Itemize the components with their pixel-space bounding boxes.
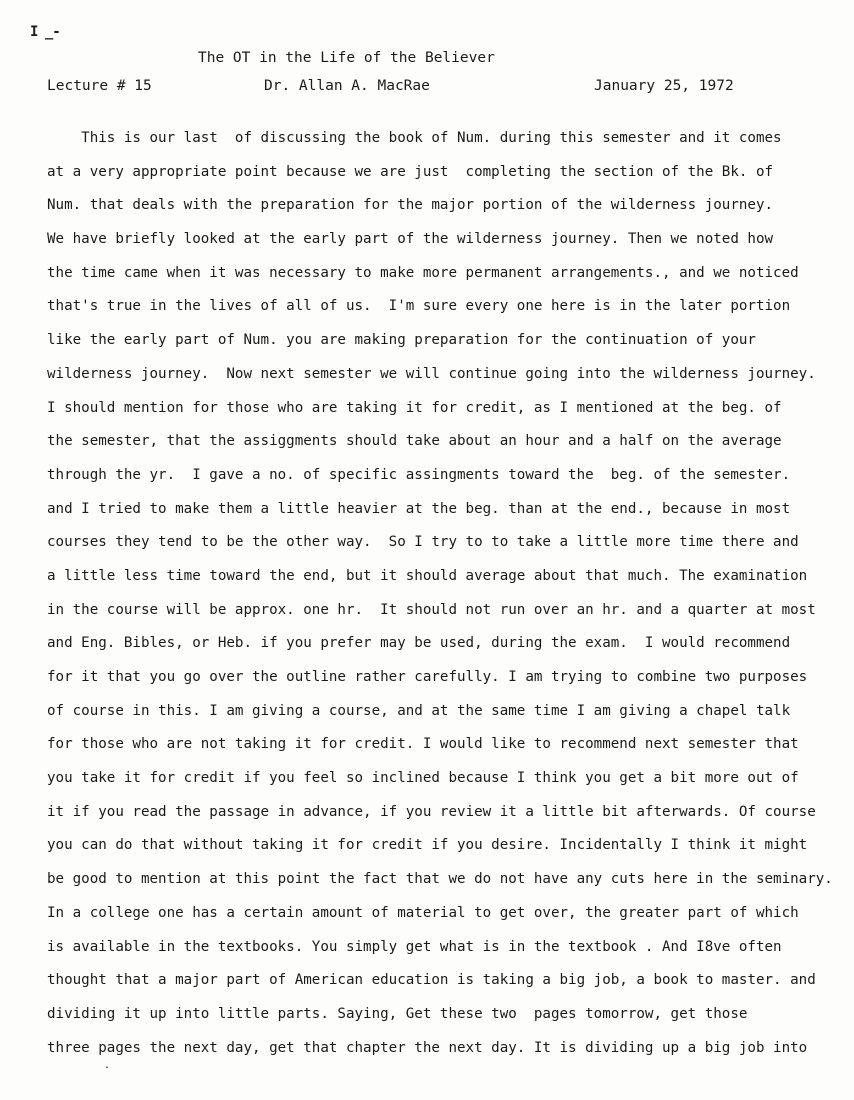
text-line: I should mention for those who are taking it for credit, as I mentioned at the beg. of <box>47 399 782 416</box>
text-line: three pages the next day, get that chapter the next day. It is dividing up a big job into <box>47 1039 808 1056</box>
text-line: for it that you go over the outline rather carefully. I am trying to combine two purposes <box>47 669 808 685</box>
text-line: the time came when it was necessary to make more permanent arrangements., and we noticed <box>47 264 799 281</box>
text-line: courses they tend to be the other way. So I try to to take a little more time there and <box>47 534 799 551</box>
text-line: for those who are not taking it for credit. I would like to recommend next semester that <box>47 736 799 753</box>
text-line: you can do that without taking it for credit if you desire. Incidentally I think it might <box>47 837 808 854</box>
document-title: The OT in the Life of the Believer <box>198 50 495 66</box>
text-line: and I tried to make them a little heavier at the beg. than at the end., because in most <box>47 500 791 517</box>
text-line: the semester, that the assiggments should take about an hour and a half on the average <box>47 433 782 450</box>
text-line: it if you read the passage in advance, if you review it a little bit afterwards. Of course <box>47 803 816 820</box>
text-line: a little less time toward the end, but it should average about that much. The examination <box>47 567 808 584</box>
document-header <box>0 78 854 98</box>
text-line: and Eng. Bibles, or Heb. if you prefer may be used, during the exam. I would recommend <box>47 635 791 652</box>
text-line: wilderness journey. Now next semester we will continue going into the wilderness journey. <box>47 365 816 382</box>
text-line: that's true in the lives of all of us. I'm sure every one here is in the later portion <box>47 298 791 315</box>
date: January 25, 1972 <box>594 78 734 94</box>
text-line: be good to mention at this point the fact that we do not have any cuts here in the seminary. <box>47 871 833 888</box>
text-line: is available in the textbooks. You simply get what is in the textbook . And I8ve often <box>47 938 782 955</box>
bottom-mark: . <box>104 1060 111 1071</box>
text-line: We have briefly looked at the early part of the wilderness journey. Then we noted how <box>47 231 774 248</box>
text-line: Num. that deals with the preparation for the major portion of the wilderness journey. <box>47 197 774 214</box>
text-line: like the early part of Num. you are making preparation for the continuation of your <box>47 332 756 349</box>
text-line: through the yr. I gave a no. of specific assingments toward the beg. of the semester. <box>47 466 791 483</box>
text-line: you take it for credit if you feel so inclined because I think you get a bit more out of <box>47 770 799 787</box>
text-line: in the course will be approx. one hr. It should not run over an hr. and a quarter at most <box>47 601 816 618</box>
body-text <box>47 127 837 1070</box>
corner-mark: I _- <box>30 24 60 40</box>
text-line: dividing it up into little parts. Saying, Get these two pages tomorrow, get those <box>47 1005 748 1022</box>
text-line: of course in this. I am giving a course, and at the same time I am giving a chapel talk <box>47 702 791 719</box>
text-line: In a college one has a certain amount of material to get over, the greater part of which <box>47 904 799 921</box>
text-line: This is our last of discussing the book of Num. during this semester and it comes <box>47 130 782 146</box>
author: Dr. Allan A. MacRae <box>264 78 430 94</box>
text-line: thought that a major part of American education is taking a big job, a book to master. and <box>47 972 816 989</box>
text-line: at a very appropriate point because we are just completing the section of the Bk. of <box>47 163 774 180</box>
lecture-number: Lecture # 15 <box>47 78 152 94</box>
